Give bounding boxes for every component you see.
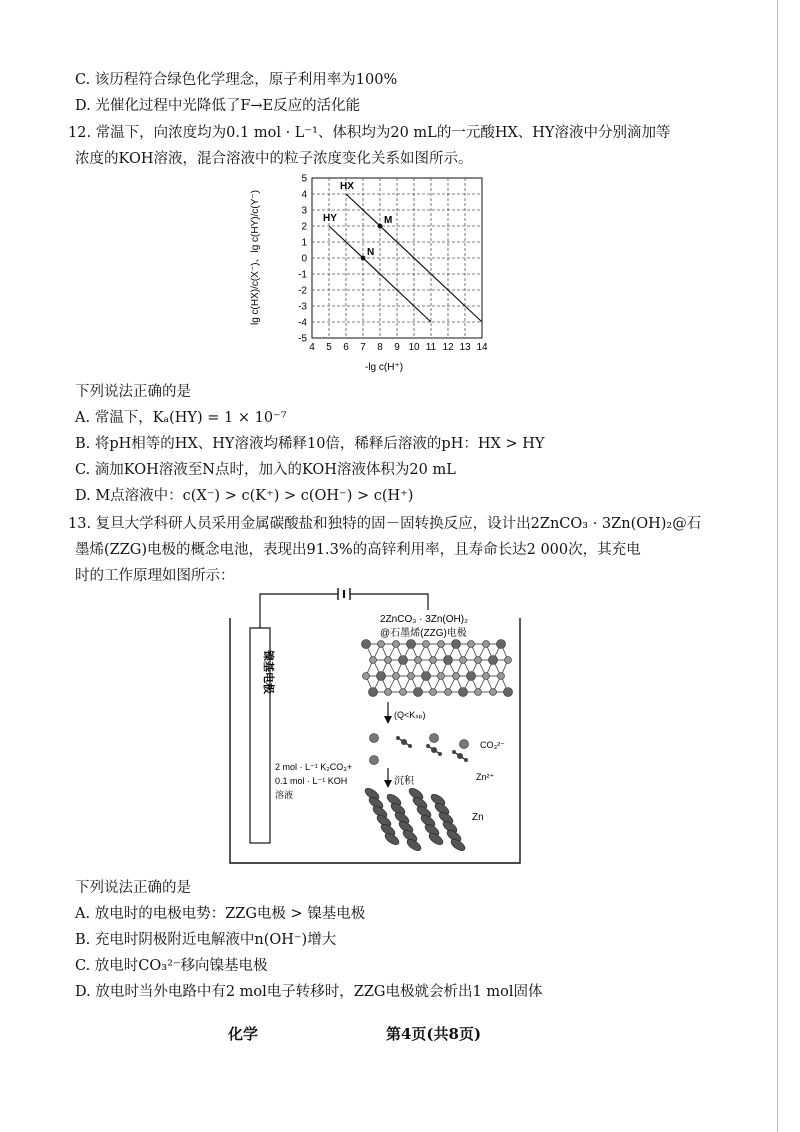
chart-x-tick-label: 6 [343, 342, 349, 353]
lattice-atom [438, 673, 445, 680]
lattice-atom [408, 673, 415, 680]
zn2-ion-label: Zn²⁺ [476, 772, 495, 782]
lattice-atom [378, 641, 385, 648]
chart-point-label: M [384, 215, 393, 226]
lattice-atom [377, 672, 386, 681]
lattice-atom [369, 688, 378, 697]
lattice-atom [423, 641, 430, 648]
lattice-atom [459, 688, 468, 697]
lattice-atom [415, 657, 422, 664]
chart-y-tick-label: 1 [301, 237, 307, 249]
q12-option-a: A. 常温下，Kₐ(HY) = 1 × 10⁻⁷ [75, 410, 287, 426]
q13-option-c: C. 放电时CO₃²⁻移向镍基电极 [75, 958, 268, 974]
q13-stem-line-2: 墨烯(ZZG)电极的概念电池，表现出91.3%的高锌利用率，且寿命长达2 000次，其充电 [75, 542, 641, 558]
carbonate-oxygen [396, 736, 400, 740]
lattice-atom [393, 641, 400, 648]
lattice-atom [452, 640, 461, 649]
lattice-atom [385, 689, 392, 696]
lattice-atom [422, 672, 431, 681]
chart-series-label: HY [323, 213, 337, 224]
lattice-atom [460, 657, 467, 664]
arrow-label-deposit: 沉积 [394, 776, 414, 787]
carbonate-oxygen [426, 744, 430, 748]
lattice-atom [400, 689, 407, 696]
chart-x-tick-label: 8 [377, 342, 383, 353]
electrolyte-line-2: 0.1 mol · L⁻¹ KOH [275, 776, 348, 786]
lattice-atom [414, 688, 423, 697]
lattice-atom [504, 688, 513, 697]
lattice-atom [489, 656, 498, 665]
lattice-atom [393, 673, 400, 680]
chart-x-tick-label: 9 [394, 342, 400, 353]
footer-page-number: 第4页(共8页) [386, 1025, 482, 1043]
lattice-atom [467, 672, 476, 681]
lattice-atom [497, 640, 506, 649]
zn-label: Zn [472, 812, 484, 823]
q13-option-a: A. 放电时的电极电势：ZZG电极 > 镍基电极 [75, 906, 366, 922]
zn-ion [370, 756, 379, 765]
chart-y-tick-label: 5 [301, 173, 307, 185]
chart-point-label: N [367, 247, 375, 258]
q13-option-d: D. 放电时当外电路中有2 mol电子转移时，ZZG电极就会析出1 mol固体 [75, 984, 543, 1000]
lattice-atom [430, 657, 437, 664]
carbonate-oxygen [464, 758, 468, 762]
q12-prompt: 下列说法正确的是 [75, 384, 191, 400]
lattice-atom [407, 640, 416, 649]
lattice-atom [438, 641, 445, 648]
electrode-label: 镍基电极 [262, 650, 274, 694]
chart-x-tick-label: 11 [425, 342, 437, 353]
lattice-atom [444, 656, 453, 665]
chart-y-tick-label: 2 [301, 221, 307, 233]
q13-stem-line-3: 时的工作原理如图所示： [75, 568, 235, 584]
chart-y-tick-label: -2 [298, 285, 307, 297]
q13-stem-line-1: 13. 复旦大学科研人员采用金属碳酸盐和独特的固－固转换反应，设计出2ZnCO₃ · 3Zn(OH)₂@石 [68, 516, 702, 532]
carbonate-oxygen [452, 750, 456, 754]
q12-option-d: D. M点溶液中：c(X⁻) > c(K⁺) > c(OH⁻) > c(H⁺) [75, 488, 414, 504]
q12-stem-line-1: 12. 常温下，向浓度均为0.1 mol · L⁻¹、体积均为20 mL的一元酸HX、HY溶液中分别滴加等 [68, 125, 671, 141]
q12-option-c: C. 滴加KOH溶液至N点时，加入的KOH溶液体积为20 mL [75, 462, 456, 478]
lattice-atom [385, 657, 392, 664]
co3-ion-label: CO₃²⁻ [480, 740, 505, 750]
lattice-atom [430, 689, 437, 696]
q13-cell-diagram [228, 588, 528, 868]
chart-x-tick-label: 14 [476, 342, 488, 353]
zzg-label-2: @石墨烯(ZZG)电极 [380, 628, 467, 639]
page-edge-line [777, 0, 778, 1132]
chart-y-tick-label: -4 [298, 317, 307, 329]
chart-x-tick-label: 12 [442, 342, 454, 353]
chart-y-axis-label: lg c(HX)/c(X⁻)、lg c(HY)/c(Y⁻) [250, 190, 261, 325]
arrow-label-q-ksp: (Q<Kₛₚ) [394, 710, 426, 720]
q11-option-c: C. 该历程符合绿色化学理念，原子利用率为100% [75, 72, 398, 88]
lattice-atom [453, 673, 460, 680]
chart-y-tick-label: 0 [301, 253, 307, 265]
chart-x-tick-label: 10 [408, 342, 420, 353]
lattice-atom [483, 673, 490, 680]
zn-deposit [363, 786, 467, 853]
lattice-atom [490, 689, 497, 696]
lattice-atom [498, 673, 505, 680]
zzg-lattice [362, 640, 513, 697]
chart-x-tick-label: 4 [309, 342, 315, 353]
zn-ion [430, 734, 439, 743]
lattice-atom [363, 673, 370, 680]
ion-row [370, 734, 469, 765]
chart-y-tick-label: -3 [298, 301, 307, 313]
chart-y-tick-label: 3 [301, 205, 307, 217]
chart-x-axis-label: -lg c(H⁺) [365, 362, 404, 373]
q13-prompt: 下列说法正确的是 [75, 880, 191, 896]
zn-ion [460, 740, 469, 749]
zzg-label-1: 2ZnCO₃ · 3Zn(OH)₂ [380, 614, 468, 625]
q13-option-b: B. 充电时阴极附近电解液中n(OH⁻)增大 [75, 932, 337, 948]
electrolyte-line-1: 2 mol · L⁻¹ K₂CO₃+ [275, 762, 353, 772]
chart-x-tick-label: 5 [326, 342, 332, 353]
lattice-atom [468, 641, 475, 648]
q12-stem-line-2: 浓度的KOH溶液，混合溶液中的粒子浓度变化关系如图所示。 [75, 151, 473, 167]
zn-ion [370, 734, 379, 743]
lattice-atom [445, 689, 452, 696]
q11-option-d: D. 光催化过程中光降低了F→E反应的活化能 [75, 98, 361, 114]
lattice-atom [475, 689, 482, 696]
chart-x-tick-label: 13 [459, 342, 471, 353]
chart-series-label: HX [340, 181, 354, 192]
lattice-atom [399, 656, 408, 665]
q12-option-b: B. 将pH相等的HX、HY溶液均稀释10倍，稀释后溶液的pH：HX > HY [75, 436, 545, 452]
chart-point-marker [361, 256, 366, 261]
chart-point-marker [378, 224, 383, 229]
electrolyte-line-3: 溶液 [275, 790, 294, 800]
chart-y-tick-label: -1 [298, 269, 307, 281]
lattice-atom [483, 641, 490, 648]
chart-y-tick-label: 4 [301, 189, 307, 201]
lattice-atom [475, 657, 482, 664]
footer-subject: 化学 [228, 1025, 259, 1043]
lattice-atom [370, 657, 377, 664]
carbonate-oxygen [408, 744, 412, 748]
chart-y-tick-label: -5 [298, 333, 307, 345]
carbonate-oxygen [438, 752, 442, 756]
q12-chart [240, 170, 540, 380]
chart-x-tick-label: 7 [360, 342, 366, 353]
lattice-atom [505, 657, 512, 664]
lattice-atom [362, 640, 371, 649]
